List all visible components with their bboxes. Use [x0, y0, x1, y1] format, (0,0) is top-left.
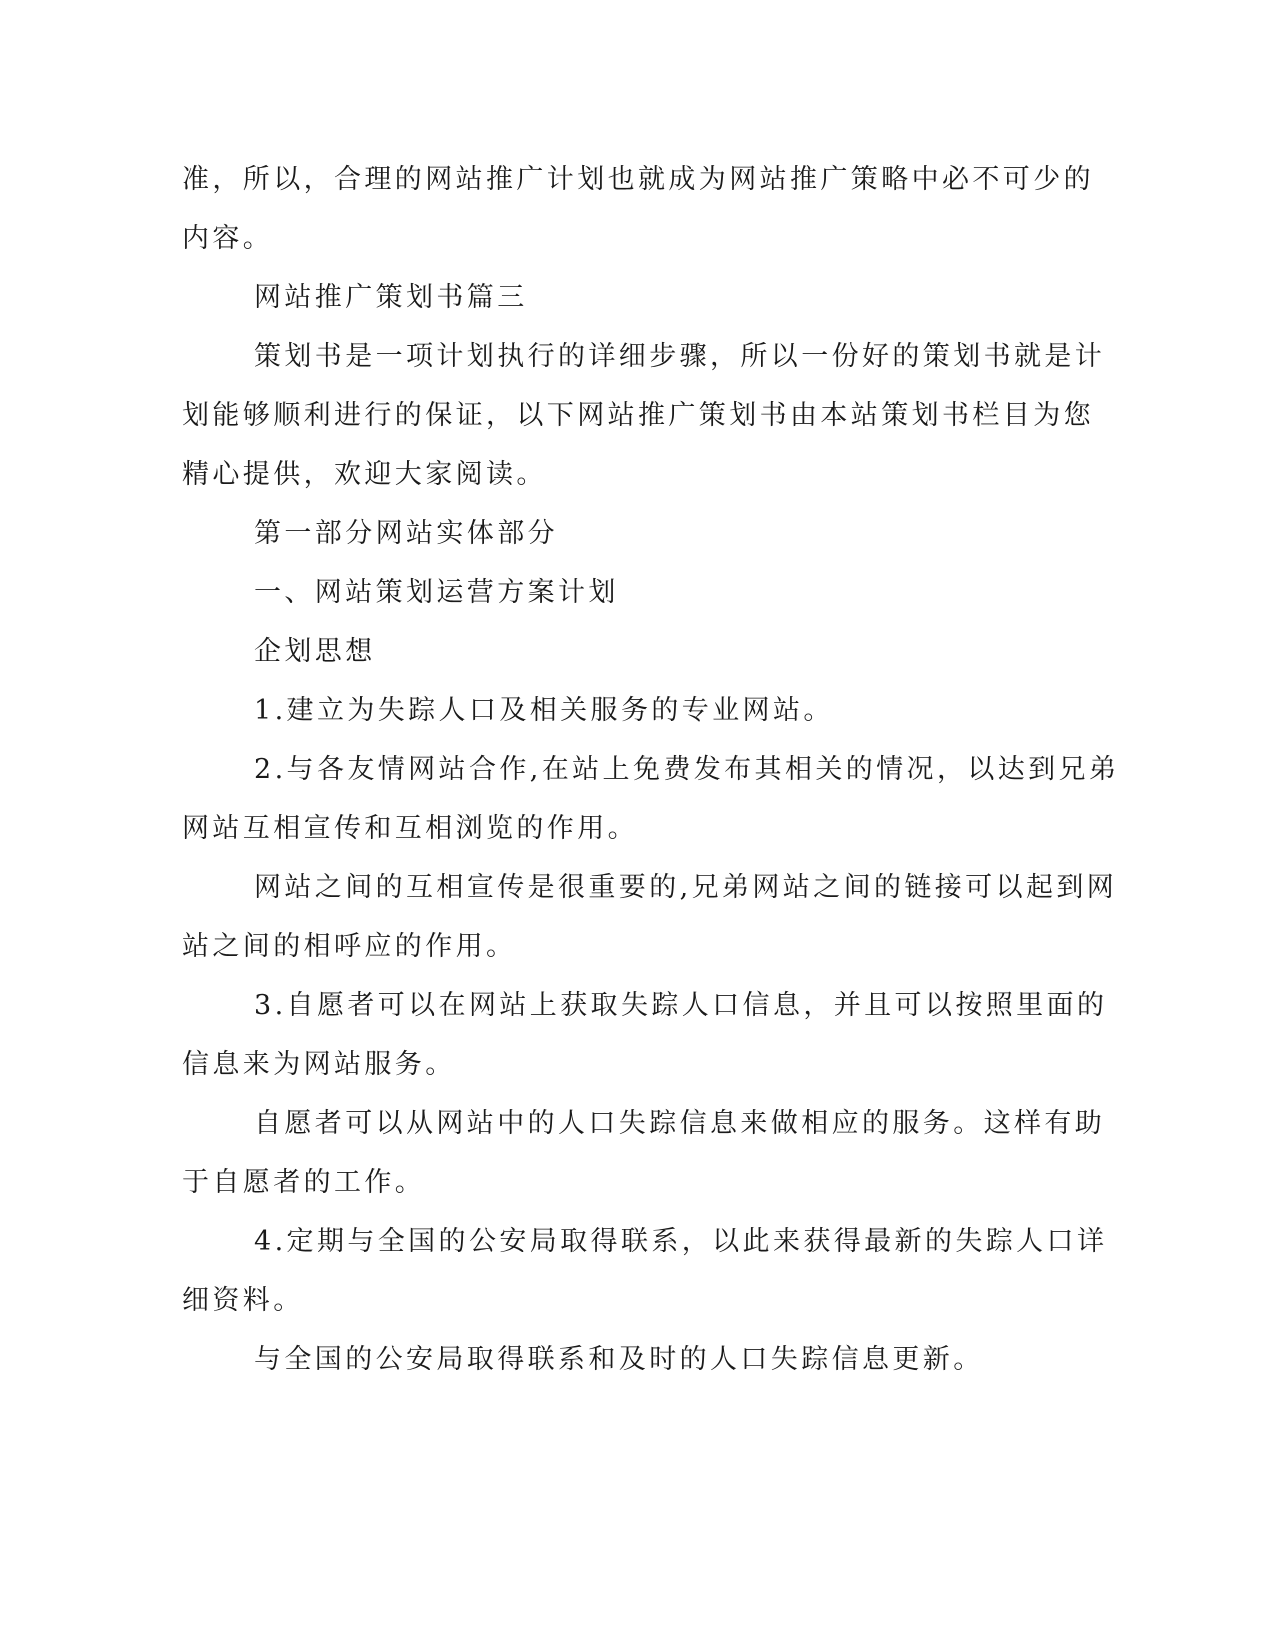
list-item: 4.定期与全国的公安局取得联系，以此来获得最新的失踪人口详 [254, 1226, 1108, 1257]
list-item: 1.建立为失踪人口及相关服务的专业网站。 [254, 695, 834, 726]
paragraph-line: 信息来为网站服务。 [182, 1049, 456, 1080]
section-heading: 网站推广策划书篇三 [254, 282, 528, 313]
paragraph-line: 划能够顺利进行的保证，以下网站推广策划书由本站策划书栏目为您 [182, 400, 1094, 431]
paragraph-line: 策划书是一项计划执行的详细步骤，所以一份好的策划书就是计 [254, 341, 1106, 372]
paragraph-line: 与全国的公安局取得联系和及时的人口失踪信息更新。 [254, 1344, 984, 1375]
subsection-heading: 企划思想 [254, 636, 376, 667]
list-item: 3.自愿者可以在网站上获取失踪人口信息，并且可以按照里面的 [254, 990, 1108, 1021]
paragraph-line: 网站之间的互相宣传是很重要的,兄弟网站之间的链接可以起到网 [254, 872, 1118, 903]
paragraph-line: 精心提供，欢迎大家阅读。 [182, 459, 547, 490]
paragraph-line: 于自愿者的工作。 [182, 1167, 426, 1198]
paragraph-line: 细资料。 [182, 1285, 304, 1316]
paragraph-line: 站之间的相呼应的作用。 [182, 931, 517, 962]
paragraph-line: 自愿者可以从网站中的人口失踪信息来做相应的服务。这样有助 [254, 1108, 1106, 1139]
paragraph-line: 准，所以，合理的网站推广计划也就成为网站推广策略中必不可少的 [182, 164, 1094, 195]
part-heading: 第一部分网站实体部分 [254, 518, 558, 549]
paragraph-line: 网站互相宣传和互相浏览的作用。 [182, 813, 638, 844]
list-item: 2.与各友情网站合作,在站上免费发布其相关的情况，以达到兄弟 [254, 754, 1120, 785]
subsection-heading: 一、网站策划运营方案计划 [254, 577, 619, 608]
paragraph-line: 内容。 [182, 223, 274, 254]
